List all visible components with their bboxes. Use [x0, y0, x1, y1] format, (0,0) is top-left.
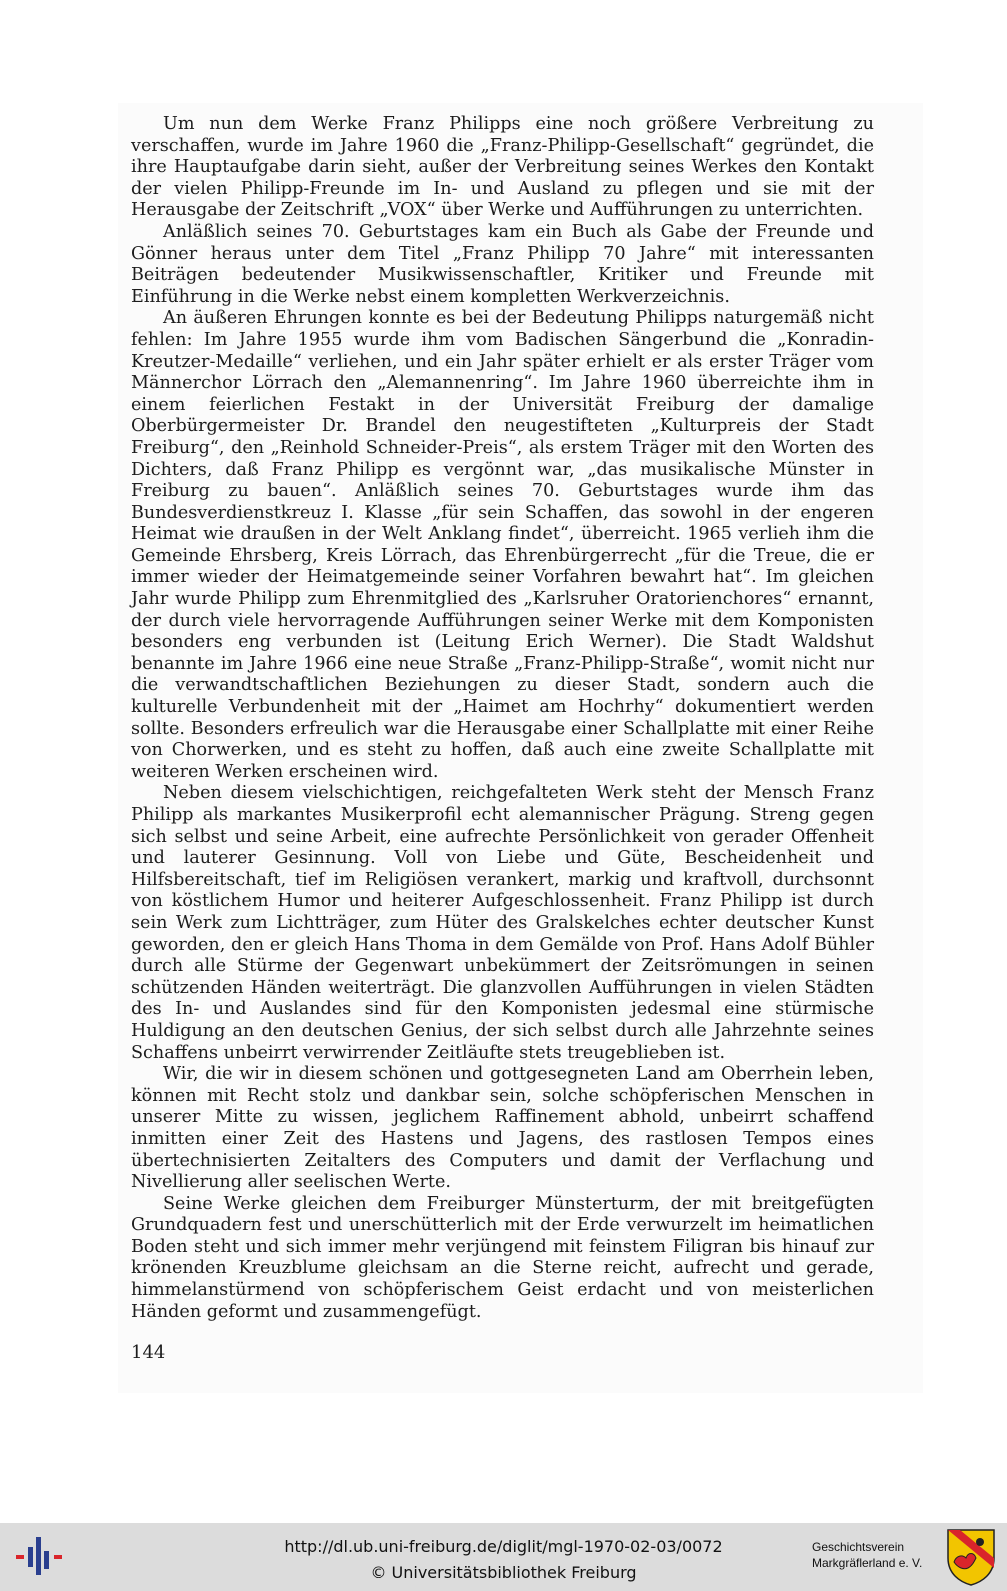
paragraph: Seine Werke gleichen dem Freiburger Münsterturm, der mit breitgefügten Grundquadern fest und unerschütterlich mit der Erde verwurzelt im heimatlichen Boden steht und sich immer mehr verjüngend mit feinstem Filigran bis hinauf zur krönenden Kreuzblume gleichsam an die Sterne reicht, aufrecht und gerade, himmelanstürmend von schöpferischem Geist erdacht und von meisterlichen Händen geformt und zusammengefügt.	[131, 1193, 874, 1322]
paragraph: Wir, die wir in diesem schönen und gottgesegneten Land am Oberrhein leben, können mit Recht stolz und dankbar sein, solche schöpferischen Menschen in unserer Mitte zu wissen, jeglichem Raffinement abhold, unbeirrt schaffend inmitten einer Zeit des Hastens und Jagens, des rastlosen Tempos eines übertechnisierten Zeitalters des Computers und damit der Verflachung und Nivellierung aller seelischen Werte.	[131, 1064, 874, 1193]
page-number: 144	[131, 1342, 166, 1363]
footer-bar	[0, 1523, 1007, 1591]
paragraph: Anläßlich seines 70. Geburtstages kam ein Buch als Gabe der Freunde und Gönner heraus unter dem Titel „Franz Philipp 70 Jahre“ mit interessanten Beiträgen bedeutender Musikwissenschaftler, Kritiker und Freunde mit Einführung in die Werke nebst einem kompletten Werkverzeichnis.	[131, 221, 874, 307]
paragraph: Um nun dem Werke Franz Philipps eine noch größere Verbreitung zu verschaffen, wurde im Jahre 1960 die „Franz-Philipp-Gesellschaft“ gegründet, die ihre Hauptaufgabe darin sieht, außer der Verbreitung seines Werkes den Kontakt der vielen Philipp-Freunde im In- und Ausland zu pflegen und sie mit der Herausgabe der Zeitschrift „VOX“ über Werke und Aufführungen zu unterrichten.	[131, 114, 874, 221]
paragraph: Neben diesem vielschichtigen, reichgefalteten Werk steht der Mensch Franz Philipp als markantes Musikerprofil echt alemannischer Prägung. Streng gegen sich selbst und seine Arbeit, eine aufrechte Persönlichkeit von gerader Offenheit und lauterer Gesinnung. Voll von Liebe und Güte, Bescheidenheit und Hilfsbereitschaft, tief im Religiösen verankert, markig und kraftvoll, durchsonnt von köstlichem Humor und heiterer Aufgeschlossenheit. Franz Philipp ist durch sein Werk zum Lichtträger, zum Hüter des Gralskelches echter deutscher Kunst geworden, den er gleich Hans Thoma in dem Gemälde von Prof. Hans Adolf Bühler durch alle Stürme der Gegenwart unbekümmert der Zeitsrömungen in seinen schützenden Händen weiterträgt. Die glanzvollen Aufführungen in vielen Städten des In- und Auslandes sind für den Komponisten jedesmal eine stürmische Huldigung an den deutschen Genius, der sich selbst durch alle Jahrzehnte seines Schaffens unbeirrt verwirrender Zeitläufte stets treugeblieben ist.	[131, 783, 874, 1063]
article-body	[131, 114, 874, 1323]
paragraph: An äußeren Ehrungen konnte es bei der Bedeutung Philipps naturgemäß nicht fehlen: Im Jahre 1955 wurde ihm vom Badischen Sängerbund die „Konradin-Kreutzer-Medaille“ verliehen, und ein Jahr später erhielt er als erster Träger vom Männerchor Lörrach den „Alemannenring“. Im Jahre 1960 überreichte ihm in einem feierlichen Festakt in der Universität Freiburg der damalige Oberbürgermeister Dr. Brandel den neugestifteten „Kulturpreis der Stadt Freiburg“, den „Reinhold Schneider-Preis“, als erstem Träger mit den Worten des Dichters, daß Franz Philipp es vergönnt war, „das musikalische Münster in Freiburg zu bauen“. Anläßlich seines 70. Geburtstages wurde ihm das Bundesverdienstkreuz I. Klasse „für sein Schaffen, das sowohl in der engeren Heimat wie draußen in der Welt Anklang findet“, überreicht. 1965 verlieh ihm die Gemeinde Ehrsberg, Kreis Lörrach, das Ehrenbürgerrecht „für die Treue, die er immer wieder der Heimatgemeinde seiner Vorfahren bewahrt hat“. Im gleichen Jahr wurde Philipp zum Ehrenmitglied des „Karlsruher Oratorienchores“ ernannt, der durch viele hervorragende Aufführungen seiner Werke mit dem Komponisten besonders eng verbunden ist (Leitung Erich Werner). Die Stadt Waldshut benannte im Jahre 1966 eine neue Straße „Franz-Philipp-Straße“, womit nicht nur die verwandtschaftlichen Beziehungen zu dieser Stadt, sondern auch die kulturelle Verbundenheit mit der „Haimet am Hochrhy“ dokumentiert werden sollte. Besonders erfreulich war die Herausgabe einer Schallplatte mit einer Reihe von Chorwerken, und es steht zu hoffen, daß auch eine zweite Schallplatte mit weiteren Werken erscheinen wird.	[131, 308, 874, 782]
copyright-notice: © Universitätsbibliothek Freiburg	[370, 1563, 637, 1582]
society-name-line: Markgräflerland e. V.	[812, 1556, 923, 1570]
society-name-line: Geschichtsverein	[812, 1540, 905, 1554]
crest-icon	[946, 1528, 996, 1586]
society-name	[812, 1539, 922, 1571]
permalink-link[interactable]: http://dl.ub.uni-freiburg.de/diglit/mgl-1970-02-03/0072	[284, 1537, 723, 1556]
